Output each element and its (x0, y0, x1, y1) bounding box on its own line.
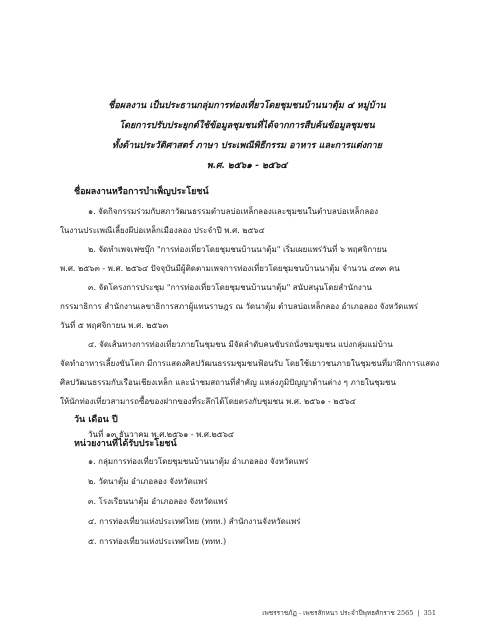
document-title (60, 96, 434, 176)
title-year-range: พ.ศ. ๒๕๖๑ - ๒๕๖๔ (206, 161, 288, 171)
achievement-1-line-1: ๑. จัดกิจกรรมร่วมกับสภาวัฒนธรรมตำบลบ่อเหล็กลองและชุมชนในตำบลบ่อเหล็กลอง (88, 207, 379, 216)
title-line-2: โดยการปรับประยุกต์ใช้ข้อมูลชุมชนที่ได้จากการสืบค้นข้อมูลชุมชน (119, 121, 375, 131)
footer-text: เพชรราชภัฏ - เพชรสักหนา ประจำปีพุทธศักราช 2565 (262, 609, 414, 617)
achievement-item-2 (60, 240, 440, 278)
beneficiaries-heading: หน่วยงานที่ได้รับประโยชน์ (74, 439, 177, 449)
achievement-2-line-1: ๒. จัดทำเพจเฟซบุ๊ก "การท่องเที่ยวโดยชุมชนบ้านนาตุ้ม" เริ่มเผยแพร่วันที่ ๖ พฤศจิกายน (88, 245, 387, 254)
list-item: ๔. การท่องเที่ยวแห่งประเทศไทย (ททท.) สำนักงานจังหวัดแพร่ (88, 517, 301, 526)
achievements-heading: ชื่อผลงานหรือการบำเพ็ญประโยชน์ (74, 187, 209, 197)
achievement-4-line-2: จัดทำอาหารเลี้ยงขันโตก มีการแสดงศิลปวัฒนธรรมชุมชนฟ้อนรับ โดยใช้เยาวชนภายในชุมชนที่มาฝึกการแสดง (60, 359, 440, 368)
title-line-1: ชื่อผลงาน เป็นประธานกลุ่มการท่องเที่ยวโดยชุมชนบ้านนาตุ้ม ๔ หมู่บ้าน (108, 101, 386, 111)
achievement-item-3 (60, 278, 440, 335)
page-number: 351 (423, 609, 436, 617)
achievement-3-line-1: ๓. จัดโครงการประชุม "การท่องเที่ยวโดยชุมชนบ้านนาตุ้ม" สนับสนุนโดยสำนักงาน (88, 283, 372, 292)
achievement-4-line-3: ศิลปวัฒนธรรมกับเรือนเชียงเหล็ก และนำชมสถานที่สำคัญ แหล่งภูมิปัญญาด้านต่าง ๆ ภายในชุมชน (60, 378, 396, 387)
page-footer (262, 608, 436, 618)
achievement-item-4 (60, 335, 440, 411)
achievement-3-line-2: กรรมาธิการ สำนักงานเลขาธิการสภาผู้แทนราษฎร ณ วัดนาตุ้ม ตำบลบ่อเหล็กลอง อำเภอลอง จังหวัดแพร่ (60, 302, 419, 311)
list-item: ๓. โรงเรียนนาตุ้ม อำเภอลอง จังหวัดแพร่ (88, 497, 228, 506)
list-item: ๒. วัดนาตุ้ม อำเภอลอง จังหวัดแพร่ (88, 477, 208, 486)
date-value: วันที่ ๑๓ ธันวาคม พ.ศ.๒๕๖๑ - พ.ศ.๒๕๖๔ (88, 430, 234, 439)
list-item: ๕. การท่องเที่ยวแห่งประเทศไทย (ททท.) (88, 537, 227, 546)
achievement-item-1 (60, 202, 440, 240)
list-item: ๑. กลุ่มการท่องเที่ยวโดยชุมชนบ้านนาตุ้ม อำเภอลอง จังหวัดแพร่ (88, 457, 309, 466)
achievement-1-line-2: ในงานประเพณีเลี้ยงผีบ่อเหล็กเมืองลอง ประจำปี พ.ศ. ๒๕๖๔ (60, 226, 265, 235)
achievement-4-line-1: ๔. จัดเส้นทางการท่องเที่ยวภายในชุมชน มีจัดลำดับคนขับรถนั่งชมชุมชน แบ่งกลุ่มแม่บ้าน (88, 340, 393, 349)
achievement-3-line-3: วันที่ ๕ พฤศจิกายน พ.ศ. ๒๕๖๓ (60, 321, 169, 330)
achievement-2-line-2: พ.ศ. ๒๕๖๓ - พ.ศ. ๒๕๖๔ ปัจจุบันมีผู้ติดตามเพจการท่องเที่ยวโดยชุมชนบ้านนาตุ้ม จำนวน ๔๓๓ คน (60, 264, 400, 273)
title-line-3: ทั้งด้านประวัติศาสตร์ ภาษา ประเพณีพิธีกรรม อาหาร และการแต่งกาย (112, 141, 382, 151)
footer-separator: | (417, 609, 420, 617)
beneficiaries-list (88, 452, 308, 552)
date-heading: วัน เดือน ปี (74, 415, 118, 425)
achievement-4-line-4: ให้นักท่องเที่ยวสามารถซื้อของฝากของที่ระลึกได้โดยตรงกับชุมชน พ.ศ. ๒๕๖๑ - ๒๕๖๔ (60, 397, 356, 406)
